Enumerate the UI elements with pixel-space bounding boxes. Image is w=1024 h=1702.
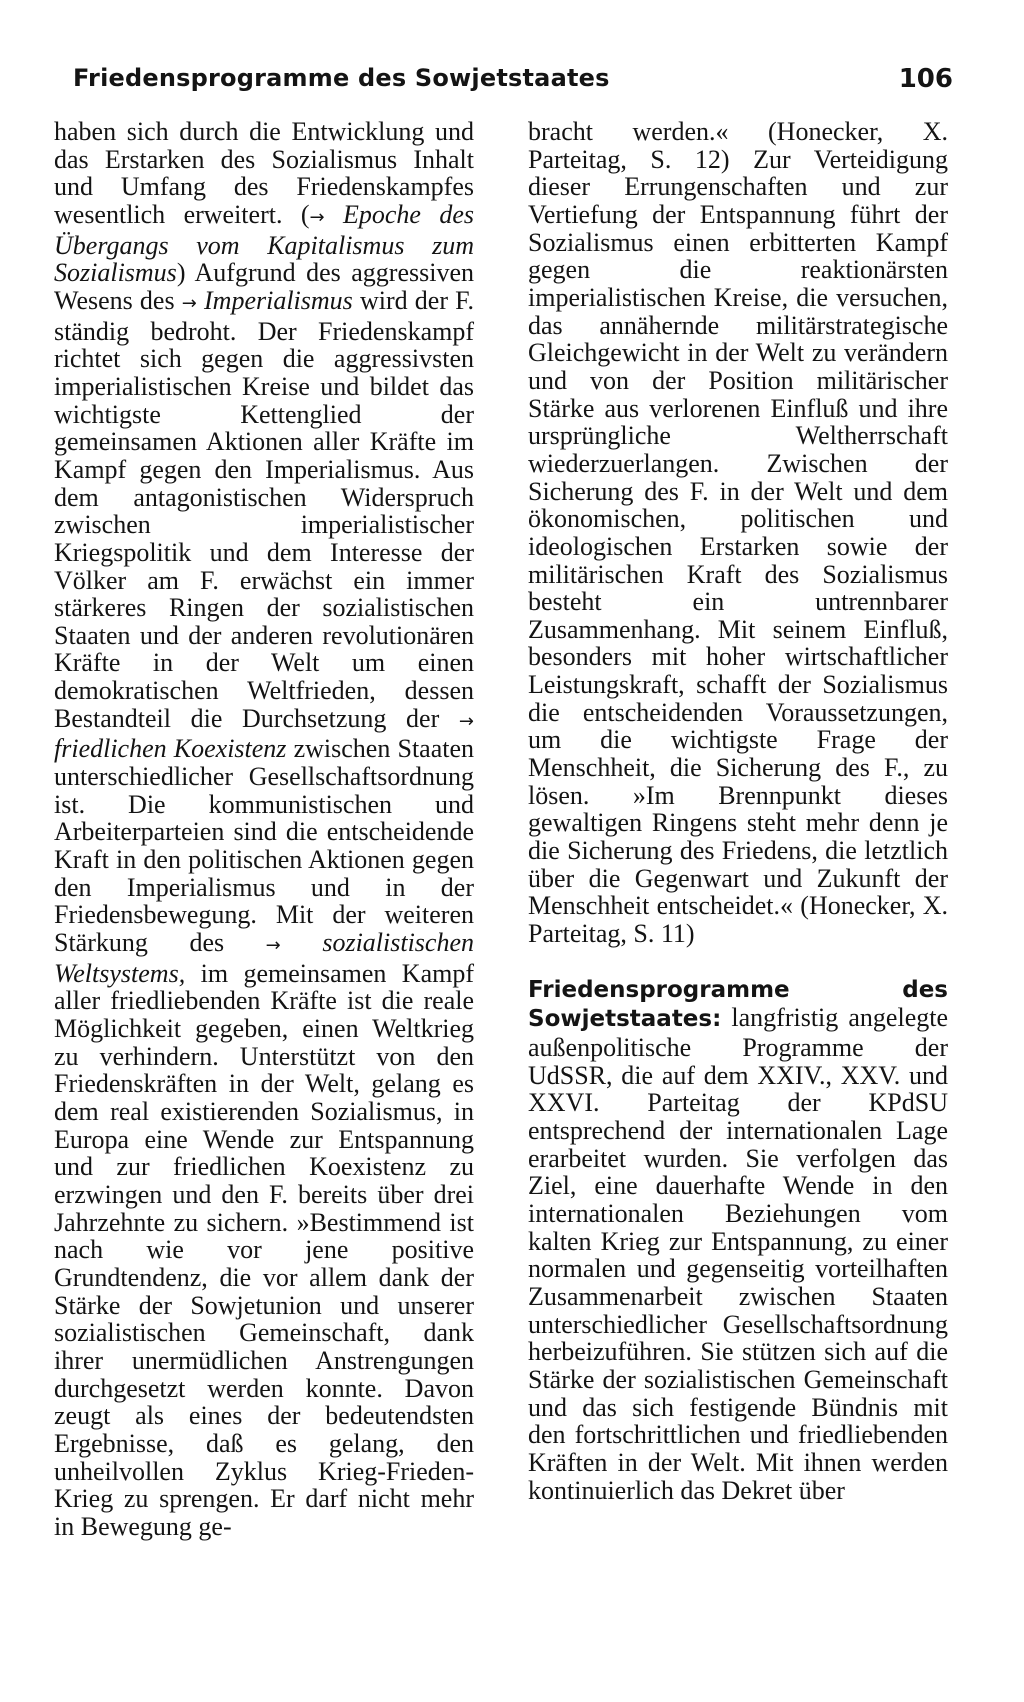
text-run: haben sich durch die Entwicklung und das Erstarken des Sozialismus Inhalt und Umfang des Friedenskampfes wesentlich erweitert. ( [54, 117, 474, 229]
running-title: Friedensprogramme des Sowjetstaates [73, 64, 610, 92]
cross-reference-arrow-icon: → [309, 206, 325, 228]
left-column [54, 118, 474, 1540]
cross-reference-arrow-icon: → [458, 710, 474, 732]
text-run: wird der F. ständig bedroht. Der Friedenskampf richtet sich gegen die aggressivsten imperialistischen Kreise und bildet das wichtigste Kettenglied der gemeinsamen Aktionen aller Kräfte im Kampf gegen den Imperialismus. Aus dem antagonistischen Widerspruch zwischen imperialistischer Kriegspolitik und dem Interesse der Völker am F. erwächst ein immer stärkeres Ringen der sozialistischen Staaten und der anderen revolutionären Kräfte in der Welt um einen demokratischen Weltfrieden, dessen Bestandteil die Durchsetzung der [54, 285, 475, 733]
cross-reference: Epoche des Übergangs vom Kapitalismus zum Sozialismus [54, 199, 475, 288]
left-paragraph [54, 118, 474, 1540]
entry-definition: langfristig angelegte außenpolitische Programme der UdSSR, die auf dem XXIV., XXV. und XXVI. Parteitag der KPdSU entsprechend der internationalen Lage erarbeitet wurden. Sie verfolgen das Ziel, eine dauerhafte Wende in den internationalen Beziehungen vom kalten Krieg zur Entspannung, zu einer normalen und gegenseitig vorteilhaften Zusammenarbeit zwischen Staaten unterschiedlicher Gesellschaftsordnung herbeizuführen. Sie stützen sich auf die Stärke der sozialistischen Gemeinschaft und das sich festigende Bündnis mit den fortschrittlichen und friedliebenden Kräften in der Welt. Mit ihnen werden kontinuierlich das Dekret über [528, 1003, 948, 1505]
cross-reference-arrow-icon: → [181, 292, 197, 314]
right-column [528, 118, 948, 1504]
cross-reference: friedlichen Koexistenz [54, 734, 287, 764]
text-run: im gemeinsamen Kampf aller friedliebenden Kräfte ist die reale Möglichkeit gegeben, einen Weltkrieg zu verhindern. Unterstützt von den Friedenskräften in der Welt, gelang es dem real existierenden Sozialismus, in Europa eine Wende zur Entspannung und zur friedlichen Koexistenz zu erzwingen und den F. bereits über drei Jahrzehnte zu sichern. »Bestimmend ist nach wie vor jene positive Grundtendenz, die vor allem dank der Stärke der Sowjetunion und unserer sozialistischen Gemeinschaft, dank ihrer unermüdlichen Anstrengungen durchgesetzt werden konnte. Davon zeugt als eines der bedeutendsten Ergebnisse, daß es gelang, den unheilvollen Zyklus Krieg-Frieden-Krieg zu sprengen. Er darf nicht mehr in Bewegung ge- [54, 958, 474, 1541]
page-number: 106 [898, 64, 953, 94]
dictionary-entry [528, 975, 948, 1504]
cross-reference-arrow-icon: → [265, 935, 281, 957]
text-run: ) Aufgrund des aggressiven Wesens des [54, 258, 474, 315]
cross-reference: Imperialismus [196, 285, 353, 315]
cross-reference: sozialistischen Weltsystems, [54, 928, 474, 988]
text-run: zwischen Staaten unterschiedlicher Gesellschaftsordnung ist. Die kommunistischen und Arbeiterparteien sind die entscheidende Kraft in den politischen Aktionen gegen den Imperialismus und in der Friedensbewegung. Mit der weiteren Stärkung des [54, 734, 475, 958]
right-paragraph: bracht werden.« (Honecker, X. Parteitag, S. 12) Zur Verteidigung dieser Errungenschaften und zur Vertiefung der Entspannung führt der Sozialismus einen erbitterten Kampf gegen die reaktionärsten imperialistischen Kreise, die versuchen, das annähernde militärstrategische Gleichgewicht in der Welt zu verändern und von der Position militärischer Stärke aus verlorenen Einfluß und ihre ursprüngliche Weltherrschaft wiederzuerlangen. Zwischen der Sicherung des F. in der Welt und dem ökonomischen, politischen und ideologischen Erstarken sowie der militärischen Kraft des Sozialismus besteht ein untrennbarer Zusammenhang. Mit seinem Einfluß, besonders mit hoher wirtschaftlicher Leistungskraft, schafft der Sozialismus die entscheidenden Voraussetzungen, um die wichtigste Frage der Menschheit, die Sicherung des F., zu lösen. »Im Brennpunkt dieses gewaltigen Ringens steht mehr denn je die Sicherung des Friedens, die letztlich über die Gegenwart und Zukunft der Menschheit entscheidet.« (Honecker, X. Parteitag, S. 11) [528, 117, 948, 949]
entry-headword: Friedensprogramme des Sowjetstaates: [528, 976, 948, 1033]
page-header [73, 64, 953, 104]
